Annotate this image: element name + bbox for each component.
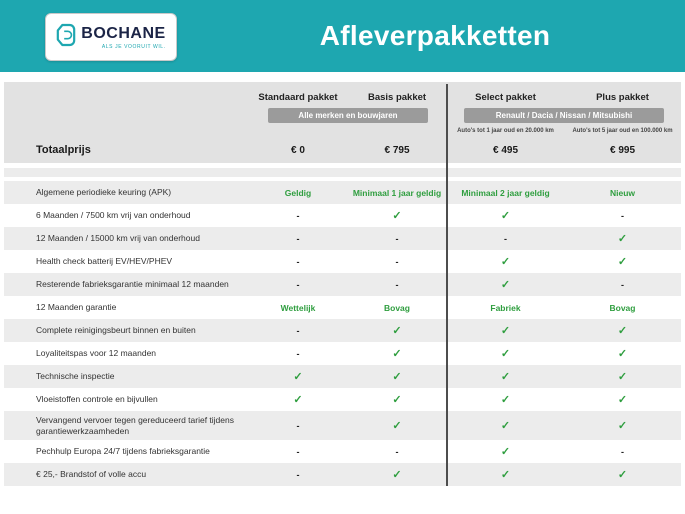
column-header-standaard: Standaard pakket xyxy=(258,92,338,103)
column-header-basis: Basis pakket xyxy=(367,92,427,103)
row-value-standaard: - xyxy=(296,210,300,221)
logo-text-wrap xyxy=(81,25,165,50)
table-row xyxy=(4,273,681,296)
row-value-basis: - xyxy=(395,446,399,457)
logo-tagline: ALS JE VOORUIT WIL. xyxy=(101,43,166,50)
row-value-basis: - xyxy=(395,256,399,267)
row-value-select: ✓ xyxy=(500,210,511,222)
table-row xyxy=(4,204,681,227)
row-label: Vervangend vervoer tegen gereduceerd tarief tijdens garantiewerkzaamheden xyxy=(36,415,234,436)
total-price-label: Totaalprijs xyxy=(36,144,91,156)
subnote-row xyxy=(4,126,681,137)
row-label: € 25,- Brandstof of volle accu xyxy=(36,469,147,480)
row-value-plus: - xyxy=(621,279,624,290)
row-value-select: ✓ xyxy=(500,394,511,406)
total-price-standaard: € 0 xyxy=(291,144,305,156)
row-label: 6 Maanden / 7500 km vrij van onderhoud xyxy=(36,210,191,221)
row-value-basis: - xyxy=(395,233,399,244)
row-value-plus: - xyxy=(621,446,624,457)
page-header xyxy=(0,0,685,72)
row-value-basis: ✓ xyxy=(392,371,402,383)
row-value-select: ✓ xyxy=(500,446,511,459)
column-headers-row xyxy=(4,88,681,108)
row-value-standaard: ✓ xyxy=(293,371,303,383)
table-row xyxy=(4,296,681,319)
row-value-basis: - xyxy=(395,279,399,290)
row-value-standaard: - xyxy=(296,420,300,431)
table-row xyxy=(4,250,681,273)
row-value-select: ✓ xyxy=(500,279,511,291)
column-header-plus: Plus pakket xyxy=(596,92,649,103)
row-value-select: ✓ xyxy=(500,469,511,482)
column-header-select: Select pakket xyxy=(475,92,536,103)
feature-rows xyxy=(4,181,681,486)
row-label: Technische inspectie xyxy=(36,371,115,382)
row-label: Resterende fabrieksgarantie minimaal 12 maanden xyxy=(36,279,229,290)
total-price-row xyxy=(4,137,681,163)
row-value-plus: ✓ xyxy=(617,233,628,245)
row-value-plus: ✓ xyxy=(617,371,628,383)
row-label: Loyaliteitspas voor 12 maanden xyxy=(36,348,157,359)
row-label: Pechhulp Europa 24/7 tijdens fabrieksgarantie xyxy=(36,446,210,457)
row-value-basis: Minimaal 1 jaar geldig xyxy=(352,187,442,198)
table-row xyxy=(4,319,681,342)
table-row xyxy=(4,388,681,411)
subnote-plus: Auto's tot 5 jaar oud en 100.000 km xyxy=(572,128,673,134)
row-value-plus: - xyxy=(621,210,624,221)
bochane-logo xyxy=(45,13,177,61)
row-value-standaard: Wettelijk xyxy=(280,302,316,313)
badge-row xyxy=(4,108,681,123)
row-label: 12 Maanden garantie xyxy=(36,302,117,313)
row-value-basis: Bovag xyxy=(384,302,410,313)
page-title: Afleverpakketten xyxy=(319,20,551,51)
row-value-select: ✓ xyxy=(500,420,511,433)
row-value-basis: ✓ xyxy=(392,469,402,482)
row-value-standaard: - xyxy=(296,469,300,480)
empty-header-cell xyxy=(4,88,249,108)
row-label: Vloeistoffen controle en bijvullen xyxy=(36,394,158,405)
spacer-strip xyxy=(4,168,681,177)
logo-name: BOCHANE xyxy=(81,24,166,42)
row-value-standaard: - xyxy=(296,233,300,244)
table-row xyxy=(4,181,681,204)
table-row xyxy=(4,411,681,440)
table-row xyxy=(4,463,681,486)
row-value-standaard: - xyxy=(296,256,300,267)
bochane-logo-icon xyxy=(56,22,76,53)
table-row xyxy=(4,365,681,388)
badge-all-brands: Alle merken en bouwjaren xyxy=(268,108,428,123)
packages-table xyxy=(4,82,681,486)
row-value-plus: Nieuw xyxy=(609,187,636,198)
row-value-plus: Bovag xyxy=(609,302,636,313)
row-value-select: ✓ xyxy=(500,325,511,337)
total-price-select: € 495 xyxy=(492,144,519,156)
row-value-standaard: - xyxy=(296,279,300,290)
row-value-select: ✓ xyxy=(500,348,511,360)
row-value-standaard: - xyxy=(296,348,300,359)
row-value-plus: ✓ xyxy=(617,325,628,337)
row-value-select: ✓ xyxy=(500,371,511,383)
row-value-plus: ✓ xyxy=(617,469,628,482)
row-label: 12 Maanden / 15000 km vrij van onderhoud xyxy=(36,233,200,244)
row-value-basis: ✓ xyxy=(392,394,402,406)
table-row xyxy=(4,227,681,250)
row-value-standaard: ✓ xyxy=(293,394,303,406)
row-value-basis: ✓ xyxy=(392,420,402,433)
row-value-basis: ✓ xyxy=(392,210,402,222)
row-label: Complete reinigingsbeurt binnen en buiten xyxy=(36,325,196,336)
row-value-select: Fabriek xyxy=(490,302,521,313)
subnote-select: Auto's tot 1 jaar oud en 20.000 km xyxy=(457,128,554,134)
badge-brand-list: Renault / Dacia / Nissan / Mitsubishi xyxy=(464,108,664,123)
row-value-plus: ✓ xyxy=(617,394,628,406)
row-value-standaard: - xyxy=(296,446,300,457)
row-value-select: ✓ xyxy=(500,256,511,268)
column-group-divider xyxy=(446,84,448,486)
row-value-basis: ✓ xyxy=(392,325,402,337)
row-value-plus: ✓ xyxy=(617,348,628,360)
row-value-basis: ✓ xyxy=(392,348,402,360)
row-value-select: Minimaal 2 jaar geldig xyxy=(461,187,550,198)
row-value-standaard: Geldig xyxy=(284,187,312,198)
row-value-standaard: - xyxy=(296,325,300,336)
total-price-basis: € 795 xyxy=(384,144,410,156)
row-label: Algemene periodieke keuring (APK) xyxy=(36,187,172,198)
row-value-plus: ✓ xyxy=(617,256,628,268)
total-price-plus: € 995 xyxy=(609,144,636,156)
table-row xyxy=(4,342,681,365)
row-value-select: - xyxy=(504,233,507,244)
row-label: Health check batterij EV/HEV/PHEV xyxy=(36,256,173,267)
table-header-band xyxy=(4,82,681,163)
row-value-plus: ✓ xyxy=(617,420,628,433)
table-row xyxy=(4,440,681,463)
